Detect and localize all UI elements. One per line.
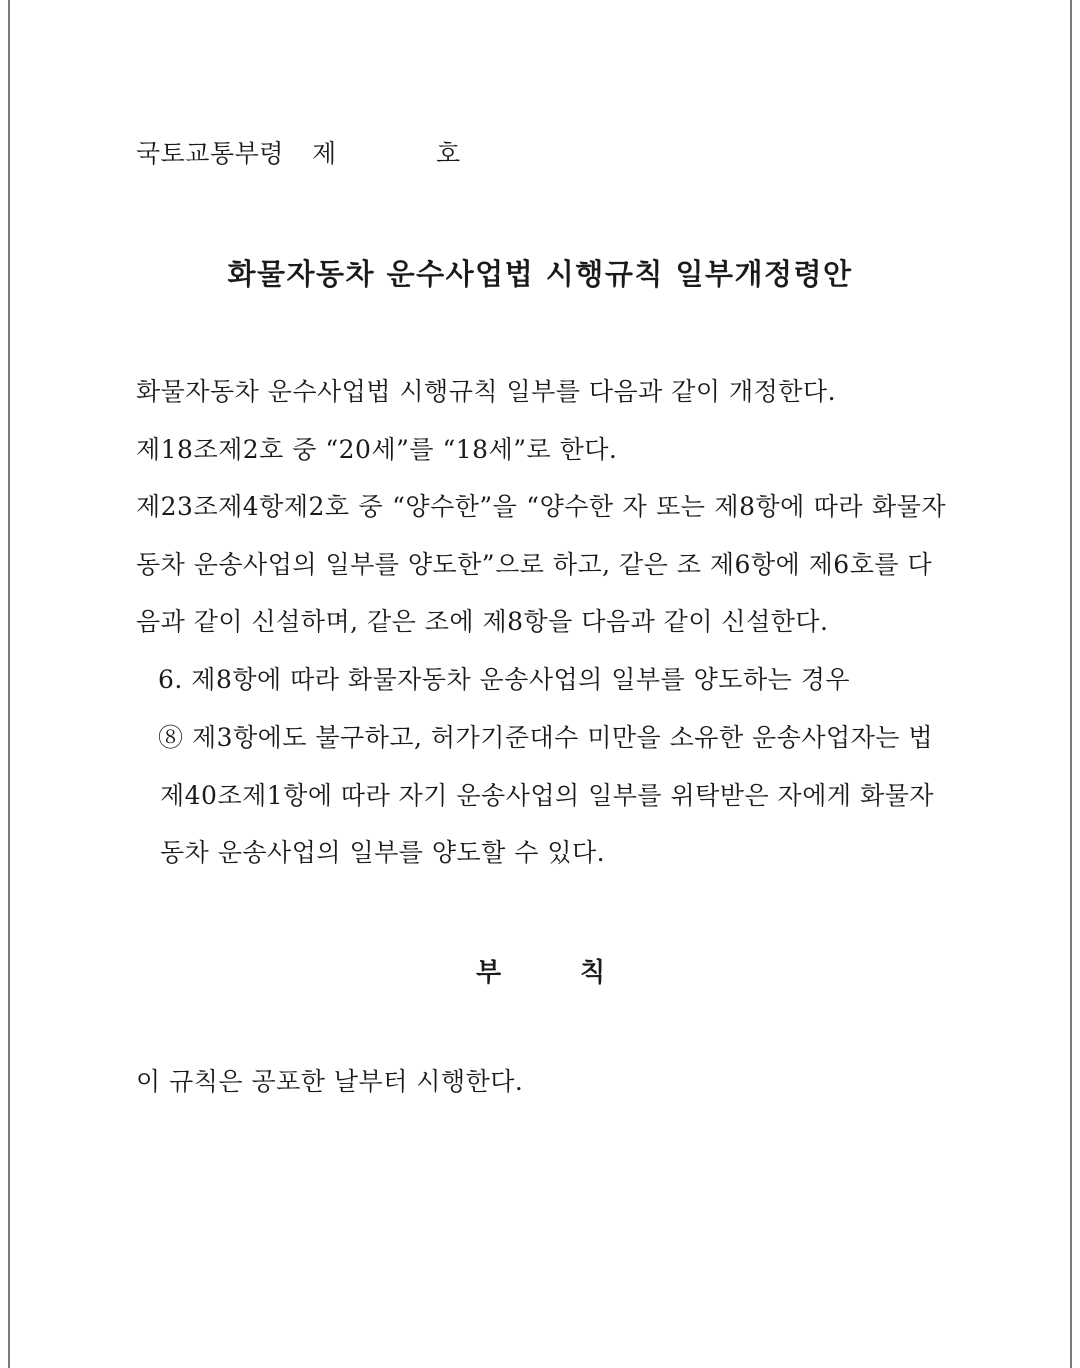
addendum-heading-right: 칙	[580, 958, 606, 988]
document-title: 화물자동차 운수사업법 시행규칙 일부개정령안	[227, 257, 853, 291]
ordinance-prefix: 국토교통부령	[136, 139, 284, 168]
page-border-left	[8, 0, 10, 1368]
amendment-article-23-line-3: 음과 같이 신설하며, 같은 조에 제8항을 다음과 같이 신설한다.	[136, 607, 829, 636]
new-paragraph-8-line-2: 제40조제1항에 따라 자기 운송사업의 일부를 위탁받은 자에게 화물자	[160, 781, 934, 810]
page-border-right	[1070, 0, 1072, 1368]
intro-paragraph: 화물자동차 운수사업법 시행규칙 일부를 다음과 같이 개정한다.	[136, 377, 837, 406]
ordinance-je: 제	[312, 139, 337, 168]
ordinance-ho: 호	[436, 139, 461, 168]
new-item-6: 6. 제8항에 따라 화물자동차 운송사업의 일부를 양도하는 경우	[158, 665, 850, 694]
new-paragraph-8-line-1: ⑧ 제3항에도 불구하고, 허가기준대수 미만을 소유한 운송사업자는 법	[158, 723, 934, 752]
addendum-text: 이 규칙은 공포한 날부터 시행한다.	[136, 1067, 524, 1096]
amendment-article-23-line-1: 제23조제4항제2호 중 “양수한”을 “양수한 자 또는 제8항에 따라 화물자	[136, 492, 946, 521]
addendum-heading-left: 부	[476, 958, 502, 988]
amendment-article-18: 제18조제2호 중 “20세”를 “18세”로 한다.	[136, 435, 618, 464]
amendment-article-23-line-2: 동차 운송사업의 일부를 양도한”으로 하고, 같은 조 제6항에 제6호를 다	[136, 550, 933, 579]
new-paragraph-8-line-3: 동차 운송사업의 일부를 양도할 수 있다.	[160, 838, 606, 867]
